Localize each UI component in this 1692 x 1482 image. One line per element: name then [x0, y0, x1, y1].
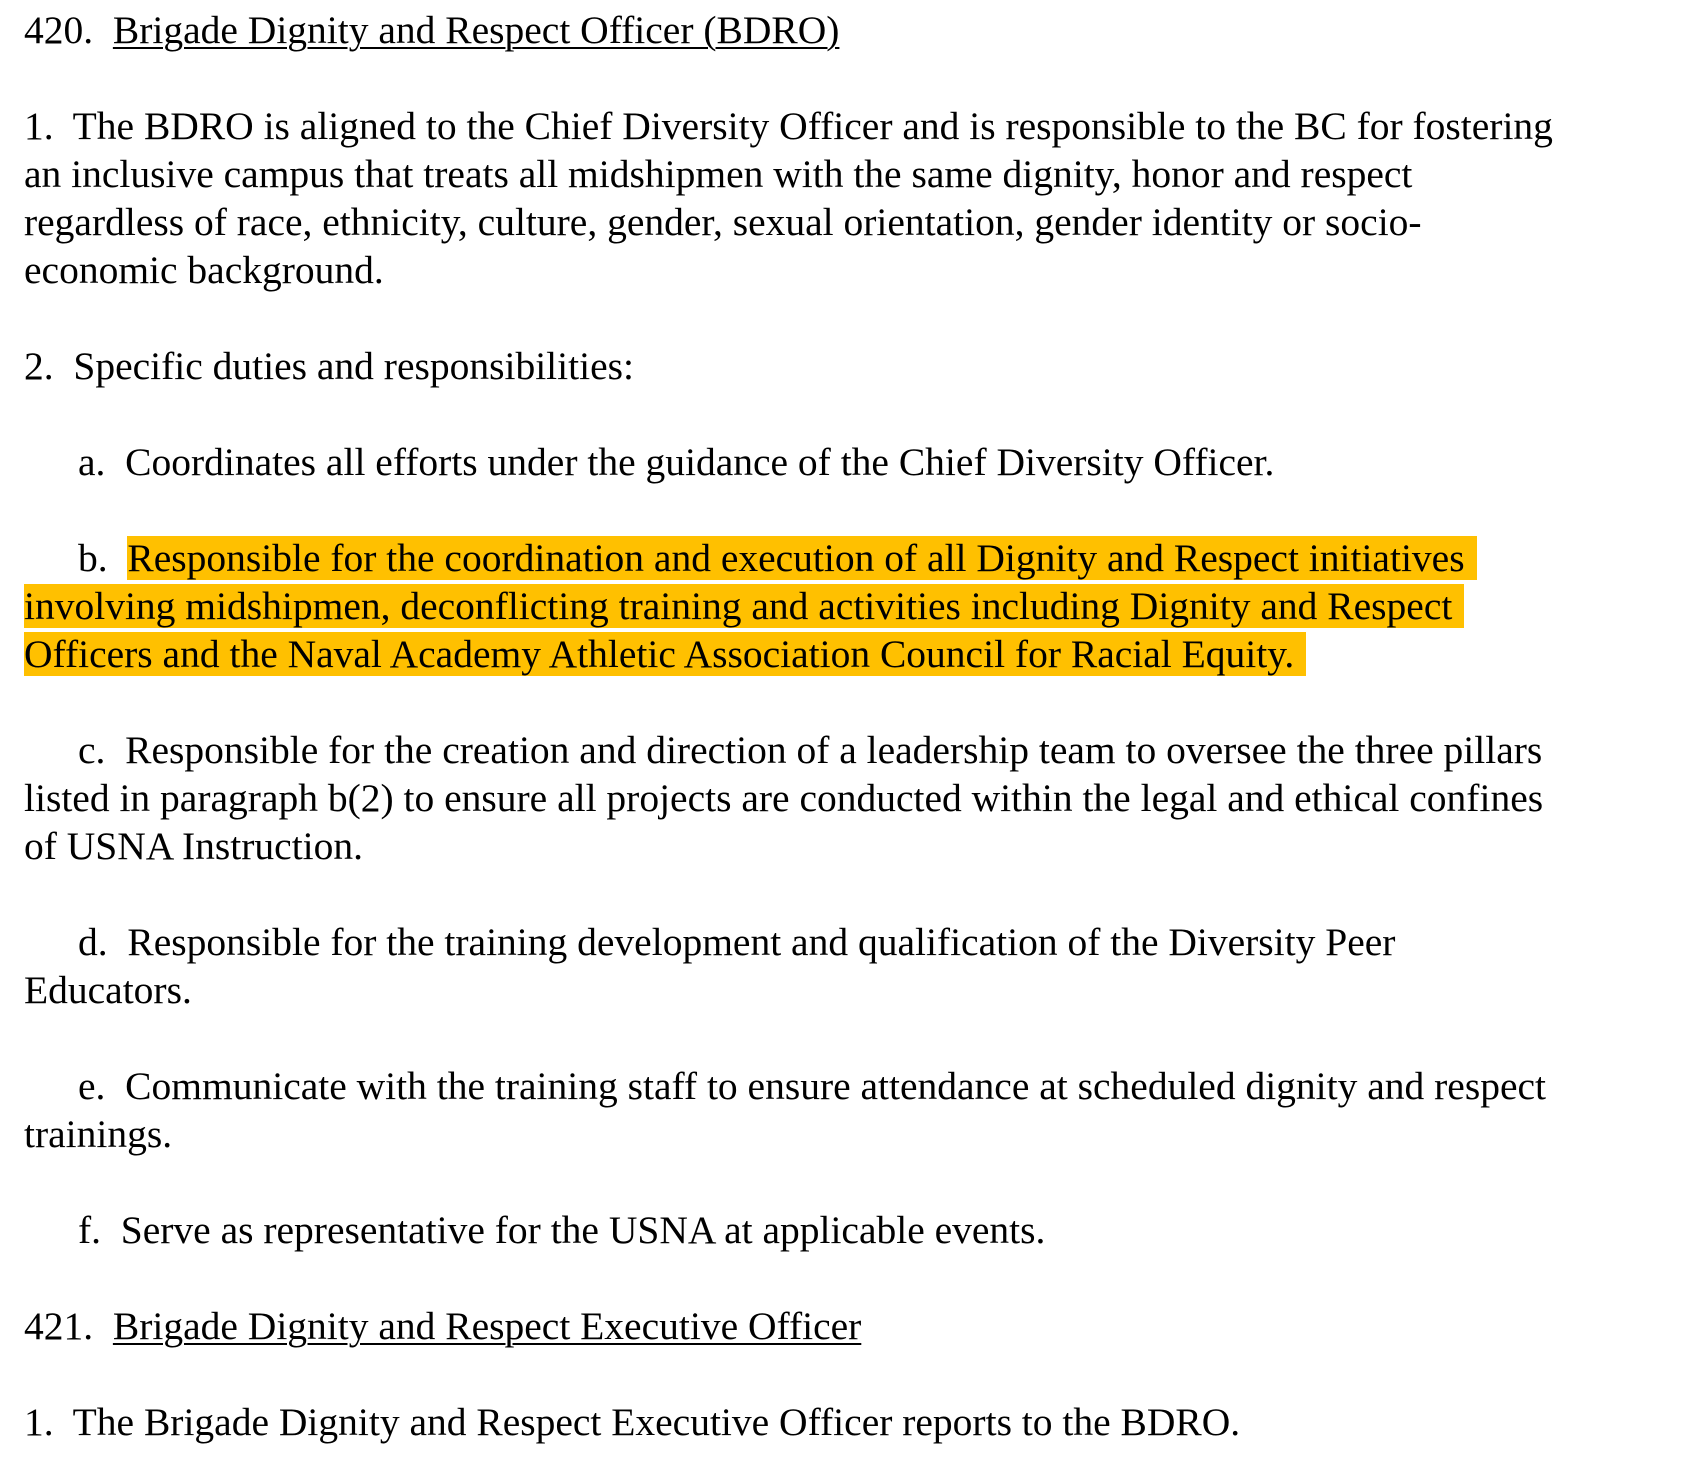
paragraph-2	[24, 342, 1674, 390]
paragraph-text: The BDRO is aligned to the Chief Diversity Officer and is responsible to the BC for fostering	[72, 104, 1553, 148]
section-420-heading	[24, 6, 1674, 54]
list-item-a	[24, 438, 1674, 486]
item-text: listed in paragraph b(2) to ensure all projects are conducted within the legal and ethical confines	[24, 776, 1544, 820]
section-421-heading	[24, 1302, 1674, 1350]
item-text: Coordinates all efforts under the guidance of the Chief Diversity Officer.	[125, 440, 1275, 484]
highlighted-text: Officers and the Naval Academy Athletic Association Council for Racial Equity.	[24, 632, 1306, 676]
item-text: Educators.	[24, 968, 192, 1012]
list-item-f	[24, 1206, 1674, 1254]
section-title: Brigade Dignity and Respect Executive Officer	[112, 1304, 862, 1348]
highlighted-text: involving midshipmen, deconflicting training and activities including Dignity and Respect	[24, 584, 1464, 628]
paragraph-label: 1.	[24, 1400, 54, 1444]
paragraph-label: 1.	[24, 104, 54, 148]
paragraph-text: regardless of race, ethnicity, culture, gender, sexual orientation, gender identity or socio-	[24, 200, 1422, 244]
list-item-b	[24, 534, 1674, 678]
item-text: of USNA Instruction.	[24, 824, 364, 868]
paragraph-text: Specific duties and responsibilities:	[73, 344, 634, 388]
highlighted-text: Responsible for the coordination and execution of all Dignity and Respect initiatives	[127, 536, 1476, 580]
list-item-c	[24, 726, 1674, 870]
item-text: trainings.	[24, 1112, 173, 1156]
item-text: Responsible for the creation and direction of a leadership team to oversee the three pillars	[125, 728, 1543, 772]
paragraph-1	[24, 102, 1674, 294]
section-number: 420.	[24, 8, 94, 52]
item-text: Serve as representative for the USNA at applicable events.	[120, 1208, 1046, 1252]
document-page	[24, 6, 1674, 1446]
item-label: d.	[78, 920, 108, 964]
list-item-e	[24, 1062, 1674, 1158]
item-label: b.	[78, 536, 108, 580]
paragraph-text: economic background.	[24, 248, 384, 292]
item-text: Responsible for the training development and qualification of the Diversity Peer	[127, 920, 1396, 964]
paragraph-text: an inclusive campus that treats all midshipmen with the same dignity, honor and respect	[24, 152, 1413, 196]
item-label: f.	[78, 1208, 102, 1252]
paragraph-text: The Brigade Dignity and Respect Executive Officer reports to the BDRO.	[72, 1400, 1241, 1444]
item-label: c.	[78, 728, 106, 772]
item-label: a.	[78, 440, 106, 484]
list-item-d	[24, 918, 1674, 1014]
paragraph-label: 2.	[24, 344, 54, 388]
paragraph-421-1	[24, 1398, 1674, 1446]
section-title: Brigade Dignity and Respect Officer (BDRO)	[112, 8, 840, 52]
section-number: 421.	[24, 1304, 94, 1348]
item-label: e.	[78, 1064, 106, 1108]
item-text: Communicate with the training staff to ensure attendance at scheduled dignity and respect	[125, 1064, 1546, 1108]
